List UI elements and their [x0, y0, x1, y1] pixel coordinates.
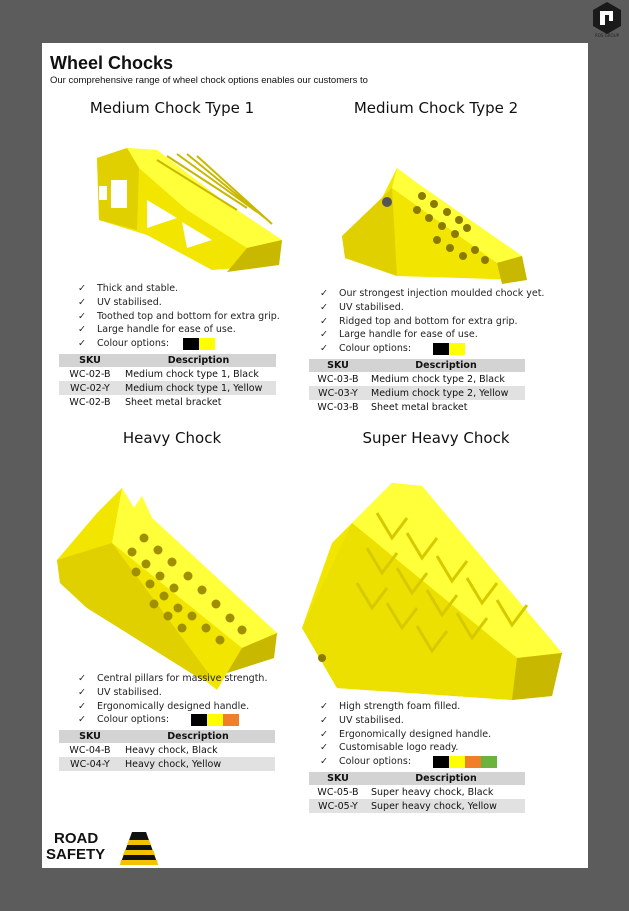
- bullet-item: ✓ Thick and stable.: [78, 283, 179, 294]
- colour-swatch-orange: [223, 714, 239, 726]
- colour-swatch-black: [433, 343, 449, 355]
- bullet-item: ✓ Ridged top and bottom for extra grip.: [320, 315, 518, 327]
- bullet-item: ✓ Large handle for ease of use.: [320, 329, 478, 341]
- colour-options-row: ✓ Colour options:: [320, 755, 497, 769]
- bullet-list-4: [320, 700, 497, 769]
- table-header-description: Description: [121, 730, 275, 743]
- section-title-medium-type-2: Medium Chock Type 2: [353, 99, 519, 117]
- colour-options-row: ✓ Colour options:: [320, 342, 544, 356]
- colour-swatch-black: [191, 714, 207, 726]
- bullet-item: ✓ Customisable logo ready.: [320, 742, 459, 754]
- colour-swatch-yellow: [449, 756, 465, 768]
- heavy-chock-image: [52, 468, 282, 693]
- bullet-item: ✓ Toothed top and bottom for extra grip.: [78, 310, 280, 322]
- table-row: WC-03-Y Medium chock type 2, Yellow: [309, 386, 525, 400]
- colour-swatch-black: [183, 338, 199, 350]
- colour-swatch-orange: [465, 756, 481, 768]
- road-safety-chock-icon: [118, 828, 160, 866]
- colour-options-row: ✓ Colour options:: [78, 337, 280, 351]
- table-header-sku: SKU: [59, 354, 121, 367]
- bullet-item: ✓ Our strongest injection moulded chock yet.: [320, 288, 545, 299]
- sku-table-1: [59, 354, 276, 409]
- table-row: WC-04-B Heavy chock, Black: [69, 744, 218, 756]
- road-safety-text: ROAD SAFETY: [46, 830, 106, 863]
- table-row: WC-02-B Medium chock type 1, Black: [69, 368, 259, 380]
- table-row: WC-05-Y Super heavy chock, Yellow: [309, 799, 525, 813]
- table-row: WC-03-B Sheet metal bracket: [317, 401, 468, 413]
- table-header-sku: SKU: [309, 359, 367, 372]
- road-safety-badge: [44, 828, 162, 868]
- bullet-list-1: [78, 282, 280, 351]
- medium-chock-type-1-image: [87, 140, 287, 274]
- colour-swatch-yellow: [199, 338, 215, 350]
- table-header-description: Description: [367, 772, 525, 785]
- table-header-sku: SKU: [309, 772, 367, 785]
- table-row: WC-04-Y Heavy chock, Yellow: [59, 757, 275, 771]
- document-page: [42, 43, 588, 868]
- bullet-list-3: [78, 672, 267, 727]
- table-row: WC-05-B Super heavy chock, Black: [317, 786, 494, 798]
- bullet-item: ✓ UV stabilised.: [320, 301, 404, 313]
- colour-swatch-black: [433, 756, 449, 768]
- sku-table-2: [309, 359, 525, 414]
- colour-swatch-yellow: [449, 343, 465, 355]
- bullet-list-2: [320, 287, 544, 356]
- page-title: Wheel Chocks: [50, 53, 174, 73]
- sku-table-3: [59, 730, 275, 771]
- medium-chock-type-2-image: [337, 128, 537, 290]
- bullet-item: ✓ Central pillars for massive strength.: [78, 673, 268, 684]
- table-row: WC-03-B Medium chock type 2, Black: [317, 373, 505, 385]
- bullet-item: ✓ Ergonomically designed handle.: [320, 728, 492, 740]
- section-title-super-heavy-chock: Super Heavy Chock: [362, 429, 510, 447]
- bullet-item: ✓ UV stabilised.: [78, 296, 162, 308]
- colour-swatch-green: [481, 756, 497, 768]
- colour-swatch-yellow: [207, 714, 223, 726]
- intro-text: Our comprehensive range of wheel chock options enables our customers to: [50, 75, 368, 86]
- section-title-heavy-chock: Heavy Chock: [122, 429, 222, 447]
- table-header-description: Description: [367, 359, 525, 372]
- bullet-item: ✓ UV stabilised.: [78, 686, 162, 698]
- logo-caption: ROS GROUP: [594, 33, 620, 38]
- section-title-medium-type-1: Medium Chock Type 1: [89, 99, 255, 117]
- bullet-item: ✓ UV stabilised.: [320, 714, 404, 726]
- bullet-item: ✓ Ergonomically designed handle.: [78, 700, 250, 712]
- bullet-item: ✓ Large handle for ease of use.: [78, 324, 236, 336]
- table-header-sku: SKU: [59, 730, 121, 743]
- table-row: WC-02-Y Medium chock type 1, Yellow: [59, 381, 276, 395]
- table-header-description: Description: [121, 354, 276, 367]
- super-heavy-chock-image: [297, 478, 567, 700]
- sku-table-4: [309, 772, 525, 813]
- table-row: WC-02-B Sheet metal bracket: [69, 396, 222, 408]
- bullet-item: ✓ High strength foam filled.: [320, 701, 461, 712]
- colour-options-row: ✓ Colour options:: [78, 713, 267, 727]
